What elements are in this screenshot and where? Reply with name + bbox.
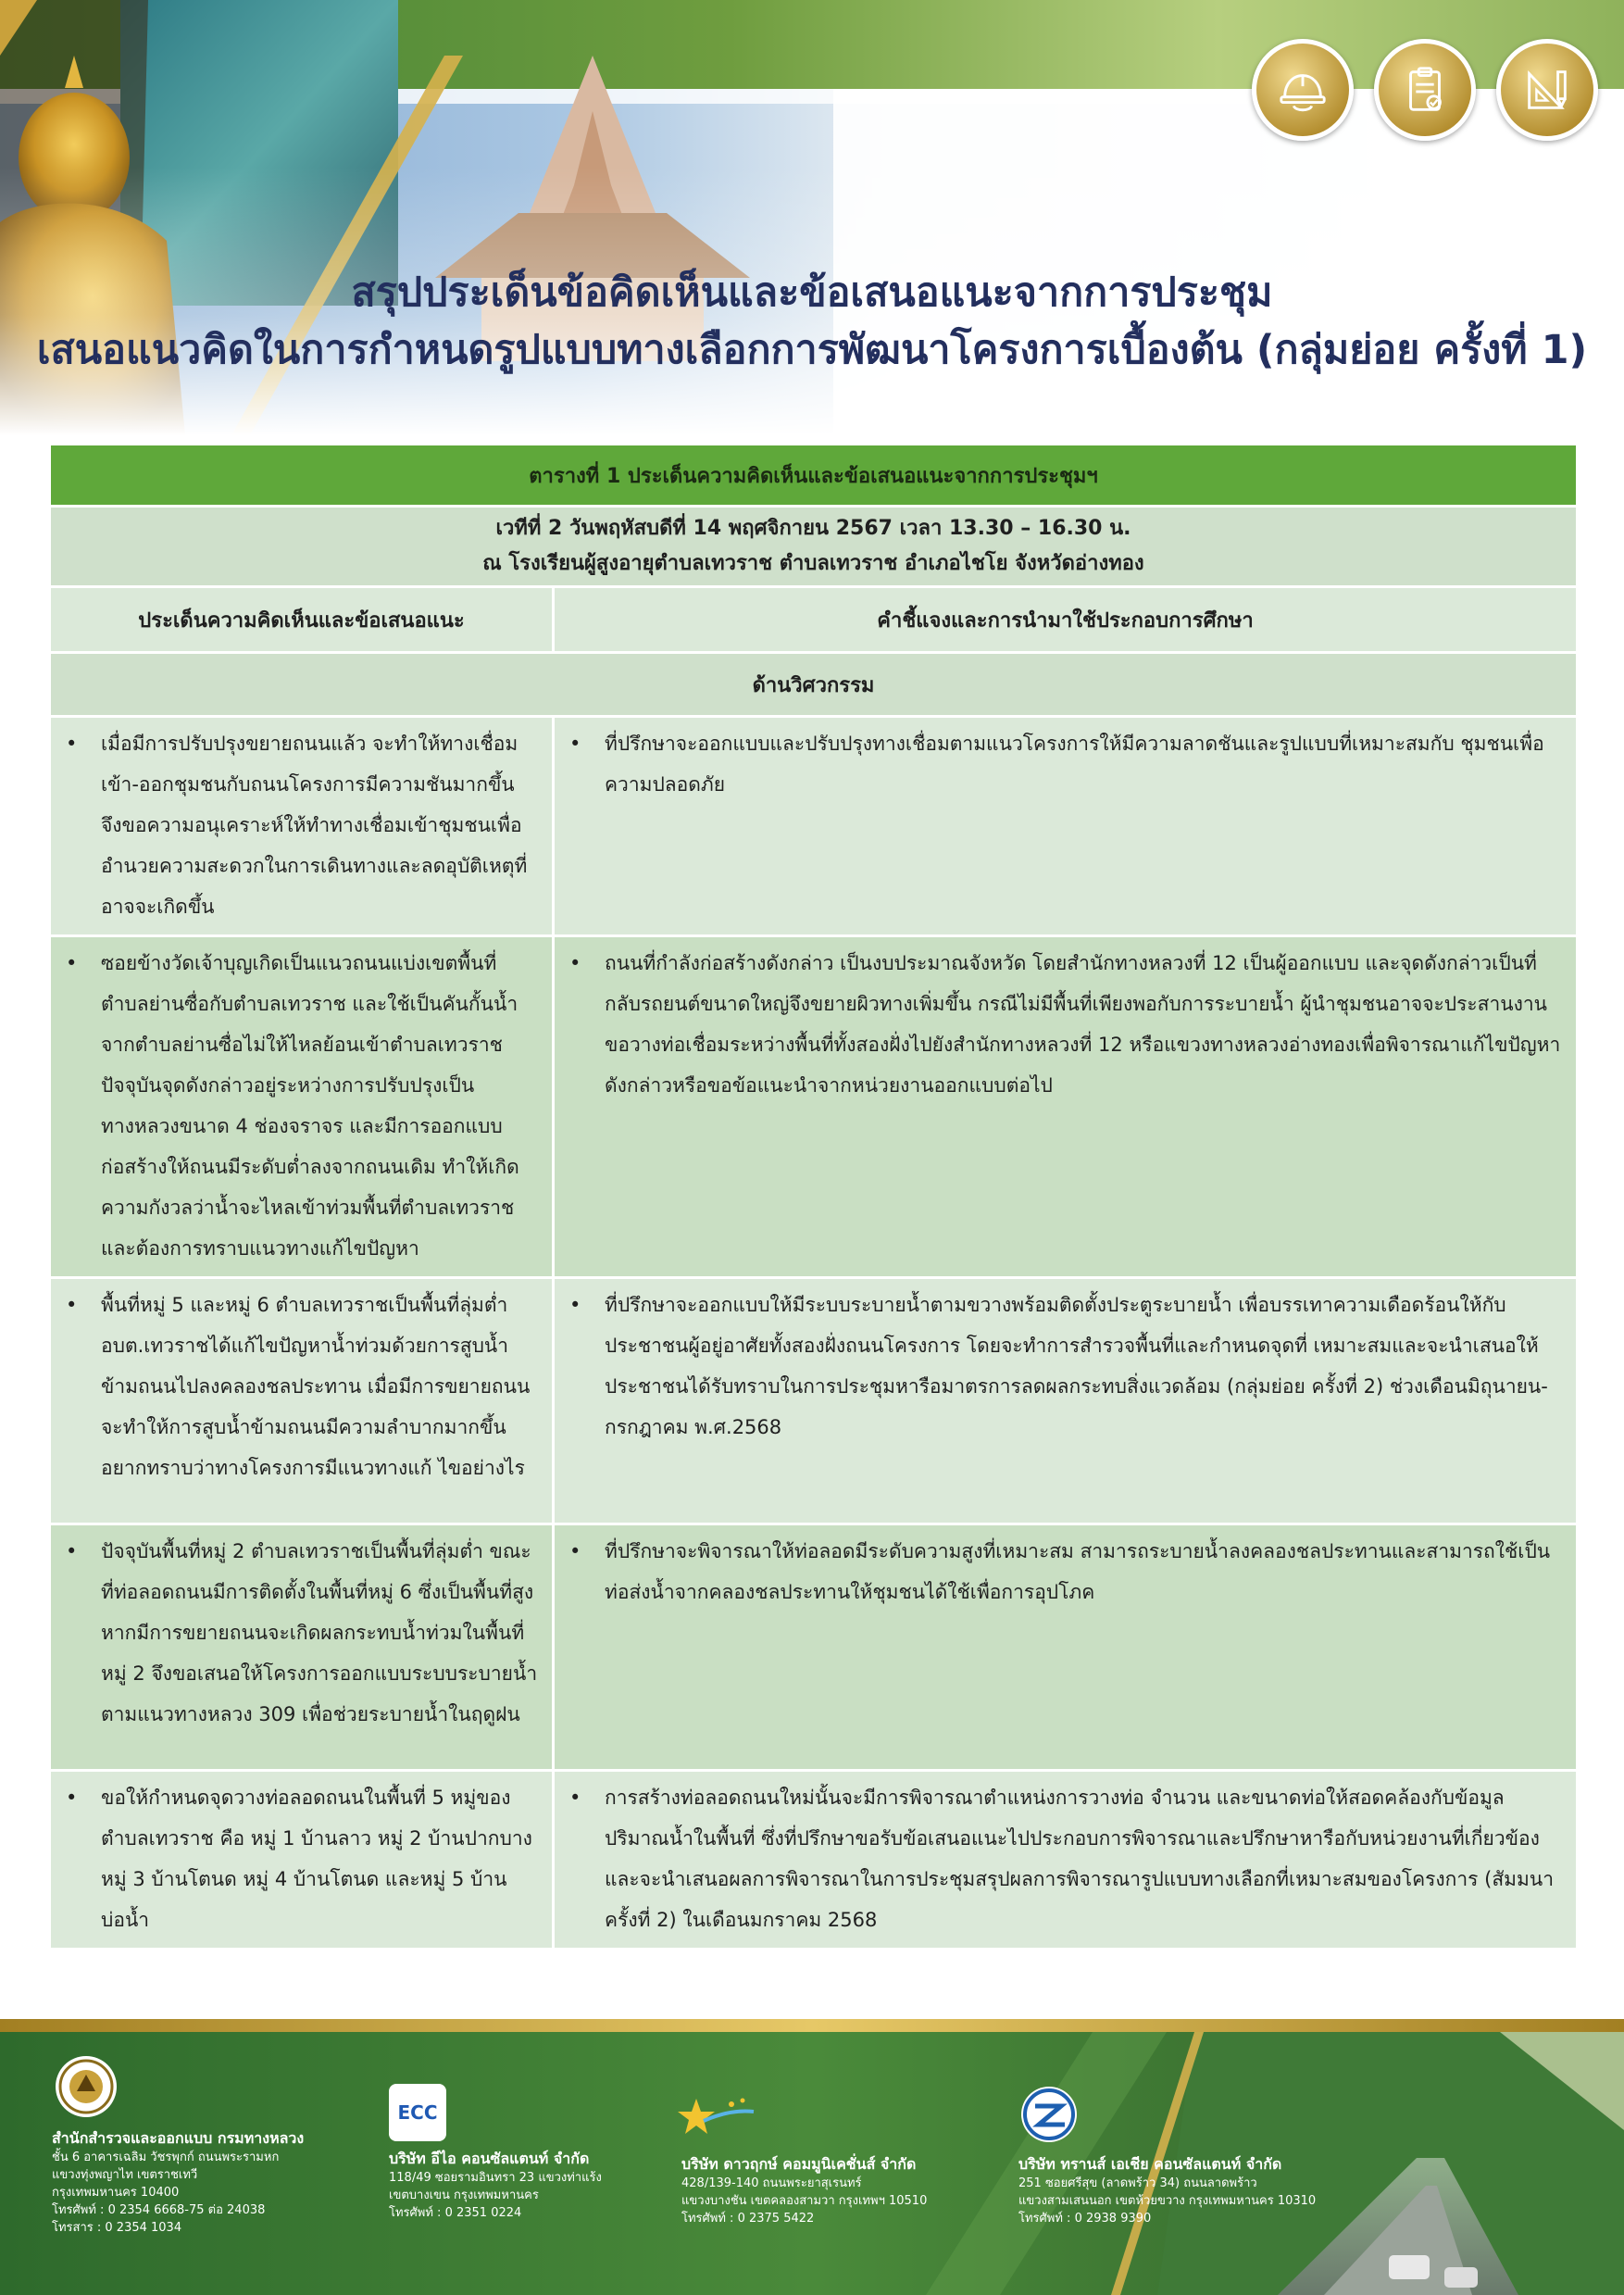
org-doh-address-3: กรุงเทพมหานคร 10400 (52, 2186, 180, 2200)
trans-asia-logo (1018, 2084, 1080, 2145)
org-trans-asia-address-1: 251 ซอยศรีสุข (ลาดพร้าว 34) ถนนลาดพร้าว (1018, 2176, 1257, 2190)
ei-logo-text: ECC (397, 2101, 438, 2124)
response-text: ที่ปรึกษาจะออกแบบให้มีระบบระบายน้ำตามขวางพร้อมติดตั้งประตูระบายน้ำ เพื่อบรรเทาความเดือดร้อนให้กับประชาชนผู้อยู่อาศัยทั้งสองฝั่งถนนโครงการ โดยจะทำการสำรวจพื้นที่และกำหนดจุดที่ เหมาะสมและจะนำเสนอให้ประชาชนได้รับทราบในการประชุมหารือมาตรการลดผลกระทบสิ่งแวดล้อม (กลุ่มย่อย ครั้งที่ 2) ช่วงเดือนมิถุนายน-กรกฎาคม พ.ศ.2568 (605, 1294, 1548, 1438)
session-info (50, 507, 1578, 587)
engineer-helmet-icon (1252, 39, 1354, 141)
bullet-marker: • (66, 733, 78, 755)
org-ei-address-2: เขตบางเขน กรุงเทพมหานคร (389, 2188, 539, 2202)
page-title (0, 264, 1624, 379)
title-line-2: เสนอแนวคิดในการกำหนดรูปแบบทางเลือกการพัฒนาโครงการเบื้องต้น (กลุ่มย่อย ครั้งที่ 1) (36, 327, 1588, 373)
table-row (50, 1278, 1578, 1524)
issue-cell (50, 1524, 554, 1771)
org-daoreuk-name: บริษัท ดาวฤกษ์ คอมมูนิเคชั่นส์ จำกัด (681, 2155, 917, 2173)
column-header-row (50, 587, 1578, 653)
group-header-row (50, 653, 1578, 717)
response-cell (554, 717, 1578, 936)
org-ei-address-1: 118/49 ซอยรามอินทรา 23 แขวงท่าแร้ง (389, 2171, 602, 2185)
issue-cell (50, 936, 554, 1278)
response-cell (554, 1524, 1578, 1771)
org-doh-fax: โทรสาร : 0 2354 1034 (52, 2221, 182, 2235)
response-text: ถนนที่กำลังก่อสร้างดังกล่าว เป็นงบประมาณจังหวัด โดยสำนักทางหลวงที่ 12 เป็นผู้ออกแบบ และจุดดังกล่าวเป็นที่กลับรถยนต์ขนาดใหญ่จึงขยายผิวทางเพิ่มขึ้น กรณีไม่มีพื้นที่เพียงพอกับการระบายน้ำ ผู้นำชุมชนอาจจะประสานงานขอวางท่อเชื่อมระหว่างพื้นที่ทั้งสองฝั่งไปยังสำนักทางหลวงที่ 12 หรือแขวงทางหลวงอ่างทองเพื่อพิจารณาแก้ไขปัญหาดังกล่าวหรือขอข้อแนะนำจากหน่วยงานออกแบบต่อไป (605, 952, 1561, 1097)
session-date: เวทีที่ 2 วันพฤหัสบดีที่ 14 พฤศจิกายน 2567 เวลา 13.30 – 16.30 น. (495, 517, 1131, 540)
response-text: ที่ปรึกษาจะออกแบบและปรับปรุงทางเชื่อมตามแนวโครงการให้มีความลาดชันและรูปแบบที่เหมาะสมกับ ชุมชนเพื่อความปลอดภัย (605, 733, 1544, 796)
ruler-triangle-icon (1496, 39, 1598, 141)
org-daoreuk-address-1: 428/139-140 ถนนพระยาสุเรนทร์ (681, 2176, 862, 2190)
table-row (50, 936, 1578, 1278)
issue-cell (50, 1278, 554, 1524)
issue-text: ขอให้กำหนดจุดวางท่อลอดถนนในพื้นที่ 5 หมู่ของตำบลเทวราช คือ หมู่ 1 บ้านลาว หมู่ 2 บ้านปากบาง หมู่ 3 บ้านโตนด หมู่ 4 บ้านโตนด และหมู่ 5 บ้านบ่อน้ำ (101, 1787, 532, 1931)
org-trans-asia-name: บริษัท ทรานส์ เอเชีย คอนซัลแตนท์ จำกัด (1018, 2155, 1282, 2173)
org-ei (389, 2149, 676, 2222)
response-cell (554, 936, 1578, 1278)
response-cell (554, 1771, 1578, 1950)
issue-cell (50, 1771, 554, 1950)
checklist-icon (1374, 39, 1476, 141)
org-daoreuk-phone: โทรศัพท์ : 0 2375 5422 (681, 2212, 815, 2226)
bullet-marker: • (569, 1787, 581, 1809)
org-ei-phone: โทรศัพท์ : 0 2351 0224 (389, 2206, 522, 2220)
table-row (50, 717, 1578, 936)
ei-consultant-logo (389, 2084, 446, 2141)
org-doh-address-2: แขวงทุ่งพญาไท เขตราชเทวี (52, 2168, 198, 2182)
issue-text: พื้นที่หมู่ 5 และหมู่ 6 ตำบลเทวราชเป็นพื้นที่ลุ่มต่ำ อบต.เทวราชได้แก้ไขปัญหาน้ำท่วมด้วยการสูบน้ำข้ามถนนไปลงคลองชลประทาน เมื่อมีการขยายถนนจะทำให้การสูบน้ำข้ามถนนมีความลำบากมากขึ้น อยากทราบว่าทางโครงการมีแนวทางแก้ ไขอย่างไร (101, 1294, 531, 1479)
org-trans-asia-address-2: แขวงสามเสนนอก เขตห้วยขวาง กรุงเทพมหานคร 10310 (1018, 2194, 1317, 2208)
org-daoreuk-address-2: แขวงบางชัน เขตคลองสามวา กรุงเทพฯ 10510 (681, 2194, 928, 2208)
response-text: การสร้างท่อลอดถนนใหม่นั้นจะมีการพิจารณาตำแหน่งการวางท่อ จำนวน และขนาดท่อให้สอดคล้องกับข้อมูลปริมาณน้ำในพื้นที่ ซึ่งที่ปรึกษาขอรับข้อเสนอแนะไปประกอบการพิจารณาและปรึกษาหารือกับหน่วยงานที่เกี่ยวข้อง และจะนำเสนอผลการพิจารณาในการประชุมสรุปผลการพิจารณารูปแบบทางเลือกที่เหมาะสมของโครงการ (สัมมนา ครั้งที่ 2) ในเดือนมกราคม 2568 (605, 1787, 1554, 1931)
table-row (50, 1771, 1578, 1950)
bullet-marker: • (66, 1787, 78, 1809)
bullet-marker: • (569, 733, 581, 755)
header-banner (0, 0, 1624, 435)
session-info-row (50, 507, 1578, 587)
table-caption-row (50, 445, 1578, 507)
daoreuk-star-logo (676, 2093, 756, 2145)
department-of-highways-seal (54, 2054, 119, 2119)
session-venue: ณ โรงเรียนผู้สูงอายุตำบลเทวราช ตำบลเทวราช อำเภอไชโย จังหวัดอ่างทอง (482, 552, 1144, 575)
bullet-marker: • (66, 952, 78, 974)
group-header-engineering: ด้านวิศวกรรม (50, 653, 1578, 717)
comments-table (48, 443, 1579, 1950)
issue-text: ซอยข้างวัดเจ้าบุญเกิดเป็นแนวถนนแบ่งเขตพื้นที่ตำบลย่านซื่อกับตำบลเทวราช และใช้เป็นคันกั้นน้ำจากตำบลย่านซื่อไม่ให้ไหลย้อนเข้าตำบลเทวราช ปัจจุบันจุดดังกล่าวอยู่ระหว่างการปรับปรุงเป็นทางหลวงขนาด 4 ช่องจราจร และมีการออกแบบก่อสร้างให้ถนนมีระดับต่ำลงจากถนนเดิม ทำให้เกิดความกังวลว่าน้ำจะไหลเข้าท่วมพื้นที่ตำบลเทวราชและต้องการทราบแนวทางแก้ไขปัญหา (101, 952, 519, 1260)
column-header-response: คำชี้แจงและการนำมาใช้ประกอบการศึกษา (554, 587, 1578, 653)
bullet-marker: • (569, 1540, 581, 1562)
bullet-marker: • (569, 1294, 581, 1316)
bullet-marker: • (66, 1294, 78, 1316)
bullet-marker: • (66, 1540, 78, 1562)
org-ei-name: บริษัท อีไอ คอนซัลแตนท์ จำกัด (389, 2150, 590, 2167)
org-trans-asia-phone: โทรศัพท์ : 0 2938 9390 (1018, 2212, 1152, 2226)
title-line-1: สรุปประเด็นข้อคิดเห็นและข้อเสนอแนะจากการประชุม (351, 270, 1273, 316)
bullet-marker: • (569, 952, 581, 974)
org-doh (52, 2128, 357, 2237)
table-row (50, 1524, 1578, 1771)
org-daoreuk (681, 2154, 1015, 2227)
org-doh-phone: โทรศัพท์ : 0 2354 6668-75 ต่อ 24038 (52, 2203, 266, 2217)
issue-text: เมื่อมีการปรับปรุงขยายถนนแล้ว จะทำให้ทางเชื่อมเข้า-ออกชุมชนกับถนนโครงการมีความชันมากขึ้น จึงขอความอนุเคราะห์ให้ทำทางเชื่อมเข้าชุมชนเพื่ออำนวยความสะดวกในการเดินทางและลดอุบัติเหตุที่อาจจะเกิดขึ้น (101, 733, 528, 918)
response-text: ที่ปรึกษาจะพิจารณาให้ท่อลอดมีระดับความสูงที่เหมาะสม สามารถระบายน้ำลงคลองชลประทานและสามารถใช้เป็นท่อส่งน้ำจากคลองชลประทานให้ชุมชนได้ใช้เพื่อการอุปโภค (605, 1540, 1551, 1603)
org-doh-name: สำนักสำรวจและออกแบบ กรมทางหลวง (52, 2129, 305, 2147)
issue-text: ปัจจุบันพื้นที่หมู่ 2 ตำบลเทวราชเป็นพื้นที่ลุ่มต่ำ ขณะที่ท่อลอดถนนมีการติดตั้งในพื้นที่หมู่ 6 ซึ่งเป็นพื้นที่สูง หากมีการขยายถนนจะเกิดผลกระทบน้ำท่วมในพื้นที่หมู่ 2 จึงขอเสนอให้โครงการออกแบบระบบระบายน้ำตามแนวทางหลวง 309 เพื่อช่วยระบายน้ำในฤดูฝน (101, 1540, 538, 1725)
org-doh-address-1: ชั้น 6 อาคารเฉลิม วัชรพุกก์ ถนนพระรามหก (52, 2151, 280, 2164)
response-cell (554, 1278, 1578, 1524)
table-caption: ตารางที่ 1 ประเด็นความคิดเห็นและข้อเสนอแนะจากการประชุมฯ (50, 445, 1578, 507)
issue-cell (50, 717, 554, 936)
footer (0, 2019, 1624, 2295)
org-trans-asia (1018, 2154, 1407, 2227)
column-header-issue: ประเด็นความคิดเห็นและข้อเสนอแนะ (50, 587, 554, 653)
